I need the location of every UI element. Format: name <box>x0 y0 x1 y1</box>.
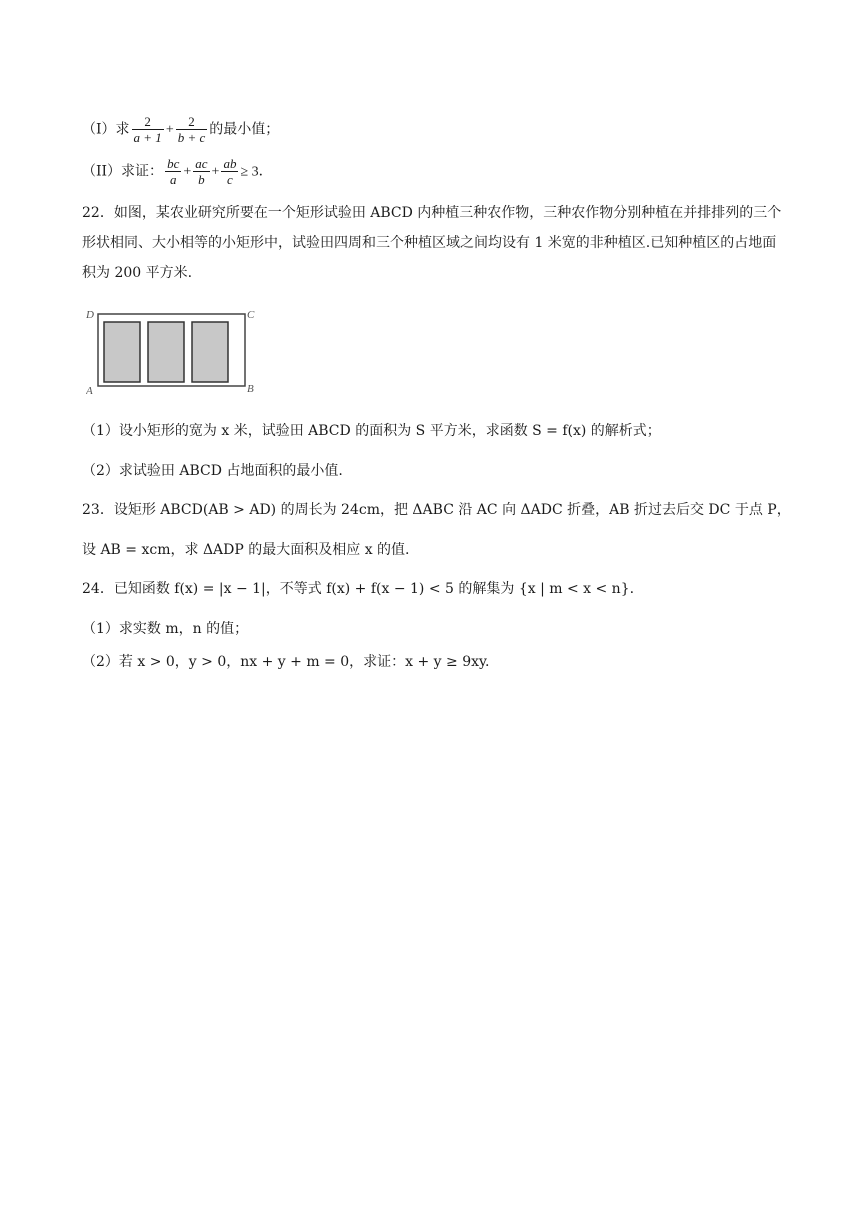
q21-part1-suffix: 的最小值； <box>209 121 280 138</box>
q22-sub1: （1）设小矩形的宽为 x 米，试验田 ABCD 的面积为 S 平方米，求函数 S = f(x) 的解析式； <box>82 423 661 439</box>
q21-part1: （I）求 $\frac{2}{a + 1}$ + $\frac{2}{b + c}$ 的最小值； <box>82 114 280 145</box>
fraction-1: $\frac{2}{a + 1}$ <box>133 114 162 145</box>
inequality-tail: ≥ 3． <box>240 164 273 180</box>
label-b: B <box>247 383 254 395</box>
field-diagram <box>86 306 256 396</box>
q21-part1-label: （I）求 <box>82 121 130 138</box>
q23-line1: 23．设矩形 ABCD(AB > AD) 的周长为 24cm，把 ΔABC 沿 AC 向 ΔADC 折叠，AB 折过去后交 DC 于点 P， <box>82 502 791 518</box>
plot-1 <box>104 322 140 382</box>
label-a: A <box>86 385 93 396</box>
fraction-bc-a: $\frac{bc}{a}$ <box>167 156 180 187</box>
fraction-ac-b: $\frac{ac}{b}$ <box>195 156 208 187</box>
label-c: C <box>247 309 255 321</box>
field-diagram-svg <box>86 306 256 396</box>
q24-sub1: （1）求实数 m，n 的值； <box>82 621 249 637</box>
fraction-ab-c: $\frac{ab}{c}$ <box>223 156 237 187</box>
plot-2 <box>148 322 184 382</box>
q21-part2: （II）求证： $\frac{bc}{a}$ + $\frac{ac}{b}$ + $\frac{ab}{c}$ ≥ 3． <box>82 156 273 187</box>
plot-3 <box>192 322 228 382</box>
fraction-2: $\frac{2}{b + c}$ <box>177 114 206 145</box>
q24-sub2: （2）若 x > 0，y > 0，nx + y + m = 0，求证：x + y ≥ 9xy. <box>82 654 490 670</box>
q22-text: 22．如图，某农业研究所要在一个矩形试验田 ABCD 内种植三种农作物，三种农作物分别种植在并排排列的三个形状相同、大小相等的小矩形中，试验田四周和三个种植区域之间均设有 1 米宽的非种植区.已知种植区的占地面积为 200 平方米. <box>82 205 782 281</box>
q23-line2: 设 AB = xcm，求 ΔADP 的最大面积及相应 x 的值. <box>82 542 410 558</box>
label-d: D <box>86 309 94 321</box>
q21-part2-label: （II）求证： <box>82 163 164 180</box>
q22-sub2: （2）求试验田 ABCD 占地面积的最小值. <box>82 463 343 479</box>
q24-line1: 24．已知函数 f(x) = |x − 1|，不等式 f(x) + f(x − 1) < 5 的解集为 {x | m < x < n}. <box>82 581 635 597</box>
